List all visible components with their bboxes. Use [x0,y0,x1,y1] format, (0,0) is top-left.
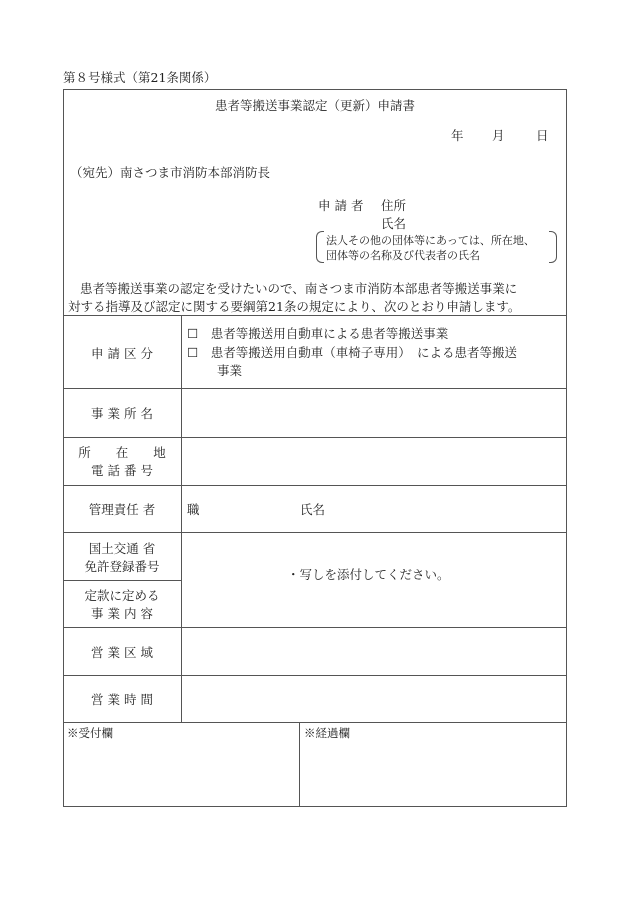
note-bracket-right [549,231,557,263]
row-divider [63,315,567,316]
date-day: 日 [536,128,549,143]
addressee: （宛先）南さつま市消防本部消防長 [70,165,271,180]
license-attachment-note: ・写しを添付してください。 [287,567,450,582]
office-name-label: 事 業 所 名 [91,406,153,421]
hours-label: 営 業 時 間 [91,692,153,707]
applicant-label: 申 請 者 [318,198,364,213]
column-divider [299,722,300,807]
note-bracket-left [316,231,324,263]
office-name-field[interactable] [182,388,566,436]
applicant-address-label: 住所 [381,198,407,213]
statement-line1: 患者等搬送事業の認定を受けたいので、南さつま市消防本部患者等搬送事業に [80,281,518,296]
phone-label: 電 話 番 号 [91,463,153,478]
category-option-2[interactable]: ☐ 患者等搬送用自動車（車椅子専用） による患者等搬送 [187,345,517,360]
date-year: 年 [451,128,464,143]
applicant-note-line1: 法人その他の団体等にあっては、所在地、 [326,234,535,247]
location-label: 所 在 地 [78,445,166,460]
applicant-name-label: 氏名 [381,216,407,231]
category-label: 申 請 区 分 [91,346,153,361]
manager-name-label: 氏名 [300,502,326,517]
hours-field[interactable] [182,675,566,721]
statement-line2: 対する指導及び認定に関する要綱第21条の規定により、次のとおり申請します。 [68,299,521,314]
reception-label: ※受付欄 [67,726,113,740]
category-option-2-continued: 事業 [217,363,243,378]
manager-post-label: 職 [187,502,200,517]
license-label-line2: 免許登録番号 [84,559,160,574]
area-field[interactable] [182,627,566,674]
progress-label: ※経過欄 [304,726,350,740]
category-option-1[interactable]: ☐ 患者等搬送用自動車による患者等搬送事業 [187,326,449,341]
bylaws-label-line2: 事 業 内 容 [91,606,153,621]
license-label-line1: 国土交通 省 [88,541,156,556]
form-number: 第８号様式（第21条関係） [63,70,217,85]
area-label: 営 業 区 域 [91,645,153,660]
row-divider [63,485,567,486]
row-divider [63,580,181,581]
applicant-note-line2: 団体等の名称及び代表者の氏名 [326,249,480,262]
date-month: 月 [492,128,505,143]
bylaws-label-line1: 定款に定める [84,588,160,603]
location-phone-field[interactable] [182,437,566,484]
form-title: 患者等搬送事業認定（更新）申請書 [214,98,415,113]
row-divider [63,532,567,533]
row-divider [63,722,567,723]
manager-label: 管理責任 者 [88,502,156,517]
